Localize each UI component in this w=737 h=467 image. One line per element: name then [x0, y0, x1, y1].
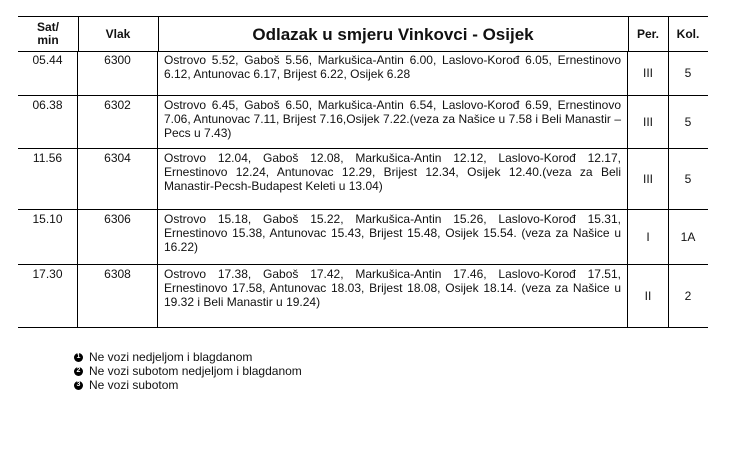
- train-number: 6300: [78, 51, 158, 95]
- table-row: [18, 96, 708, 149]
- footnote-number-icon: 3: [74, 381, 83, 390]
- table-row: [18, 210, 708, 265]
- platform: III: [628, 149, 669, 209]
- footnote: [74, 378, 302, 392]
- footnote-number-icon: 1: [74, 353, 83, 362]
- track: 2: [684, 289, 692, 303]
- train-number: 6306: [78, 210, 158, 264]
- table-row: [18, 149, 708, 210]
- route-stops: Ostrovo 12.04, Gaboš 12.08, Markušica-Antin 12.12, Laslovo-Korođ 12.17, Ernestinovo 12.24, Antunovac 12.29, Brijest 12.34, Osijek 12.40.(veza za Beli Manastir-Pecsh-Budapest Keleti u 13.04): [158, 149, 628, 209]
- track: 1A: [680, 230, 696, 244]
- track: 5: [684, 172, 692, 186]
- route-stops: Ostrovo 17.38, Gaboš 17.42, Markušica-Antin 17.46, Laslovo-Korođ 17.51, Ernestinovo 17.58, Antunovac 18.03, Brijest 18.08, Osijek 18.14. (veza za Našice u 19.32 i Beli Manastir u 19.24): [158, 265, 628, 327]
- platform-column-header: Per.: [628, 17, 669, 51]
- footnotes: [74, 350, 302, 392]
- footnote: [74, 350, 302, 364]
- platform: III: [628, 96, 669, 148]
- track: 5: [684, 66, 692, 80]
- footnote-text: Ne vozi subotom: [89, 378, 179, 392]
- timetable-title: Odlazak u smjeru Vinkovci - Osijek: [158, 17, 629, 51]
- table-row: [18, 51, 708, 96]
- platform: III: [628, 51, 669, 95]
- timetable-header: [18, 16, 708, 52]
- footnote-text: Ne vozi nedjeljom i blagdanom: [89, 350, 253, 364]
- platform: II: [628, 265, 669, 327]
- route-stops: Ostrovo 5.52, Gaboš 5.56, Markušica-Antin 6.00, Laslovo-Korođ 6.05, Ernestinovo 6.12, Antunovac 6.17, Brijest 6.22, Osijek 6.28: [158, 51, 628, 95]
- footnote-text: Ne vozi subotom nedjeljom i blagdanom: [89, 364, 302, 378]
- train-number: 6304: [78, 149, 158, 209]
- time-column-header: Sat/ min: [18, 17, 79, 51]
- route-stops: Ostrovo 15.18, Gaboš 15.22, Markušica-Antin 15.26, Laslovo-Korođ 15.31, Ernestinovo 15.38, Antunovac 15.43, Brijest 15.48, Osijek 15.54. (veza za Našice u 16.22): [158, 210, 628, 264]
- platform: I: [628, 210, 669, 264]
- route-stops: Ostrovo 6.45, Gaboš 6.50, Markušica-Antin 6.54, Laslovo-Korođ 6.59, Ernestinovo 7.06, Antunovac 7.11, Brijest 7.16,Osijek 7.22.(veza za Našice u 7.58 i Beli Manastir – Pecs u 7.43): [158, 96, 628, 148]
- track: 5: [684, 115, 692, 129]
- departure-time: 05.44: [18, 51, 78, 95]
- departure-time: 06.38: [18, 96, 78, 148]
- train-number: 6308: [78, 265, 158, 327]
- departure-time: 15.10: [18, 210, 78, 264]
- departure-time: 11.56: [18, 149, 78, 209]
- departure-time: 17.30: [18, 265, 78, 327]
- footnote-number-icon: 2: [74, 367, 83, 376]
- footnote: [74, 364, 302, 378]
- train-number: 6302: [78, 96, 158, 148]
- track-column-header: Kol.: [676, 26, 700, 41]
- table-row: [18, 265, 708, 328]
- train-column-header: Vlak: [78, 17, 159, 51]
